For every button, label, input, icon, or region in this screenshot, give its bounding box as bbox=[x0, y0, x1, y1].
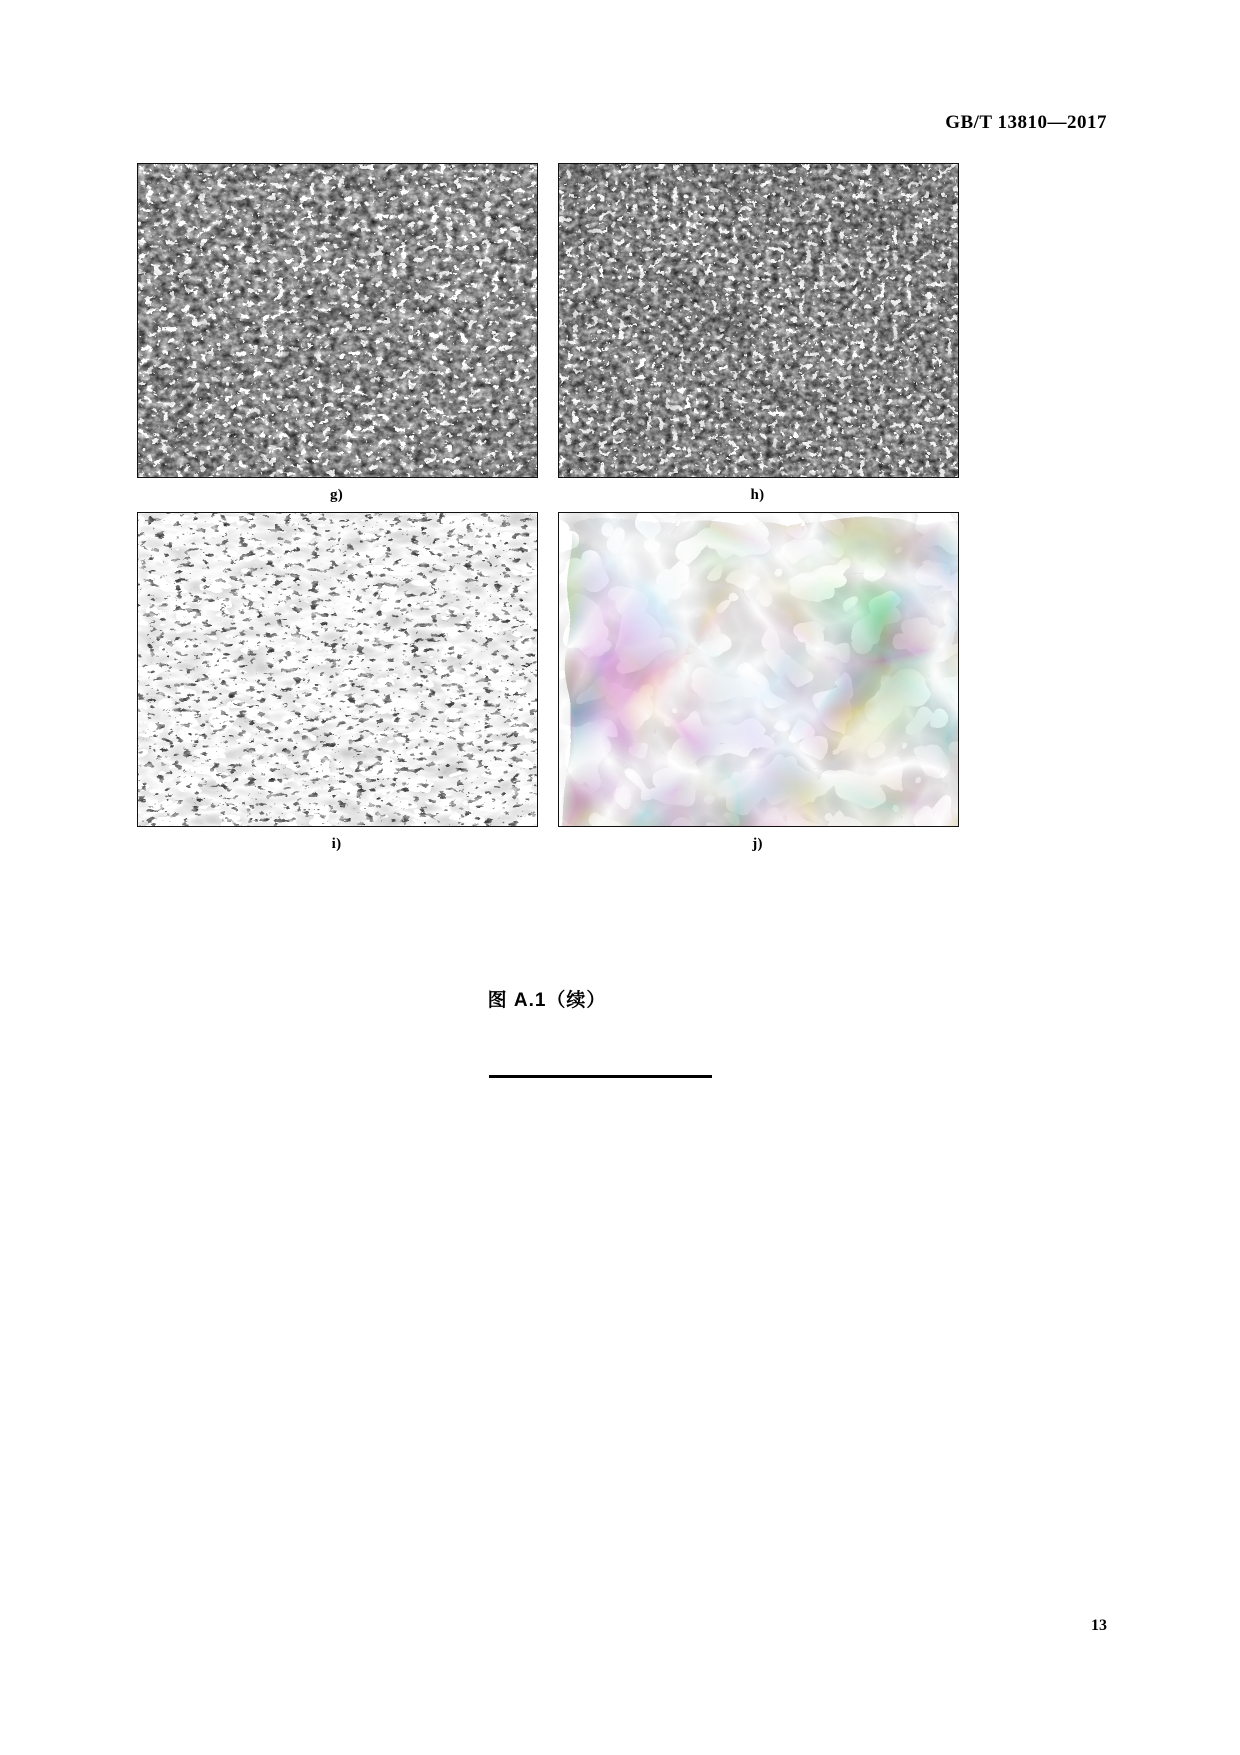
micrograph-texture-h bbox=[559, 164, 958, 477]
footnote-separator-rule bbox=[489, 1075, 712, 1078]
micrograph-texture-j bbox=[559, 513, 958, 826]
figure-panel-label-j: j) bbox=[752, 836, 763, 852]
figure-panel-label-g: g) bbox=[329, 487, 344, 503]
micrograph-texture-g bbox=[138, 164, 537, 477]
figure-panel-h bbox=[558, 163, 957, 504]
figure-panel-g bbox=[137, 163, 536, 504]
micrograph-image-j bbox=[558, 512, 959, 827]
page-number: 13 bbox=[1091, 1617, 1107, 1634]
micrograph-texture-i bbox=[138, 513, 537, 826]
figure-panel-i bbox=[137, 512, 536, 853]
figure-row-top bbox=[137, 163, 957, 504]
figure-panel-label-i: i) bbox=[331, 836, 342, 852]
figure-a1-continued bbox=[137, 163, 957, 853]
page-header-standard-code: GB/T 13810—2017 bbox=[945, 112, 1107, 133]
figure-title: 图 A.1（续） bbox=[487, 990, 607, 1011]
figure-panel-label-h: h) bbox=[750, 487, 765, 503]
micrograph-image-i bbox=[137, 512, 538, 827]
micrograph-image-h bbox=[558, 163, 959, 478]
figure-panel-j bbox=[558, 512, 957, 853]
micrograph-image-g bbox=[137, 163, 538, 478]
figure-row-bottom bbox=[137, 512, 957, 853]
